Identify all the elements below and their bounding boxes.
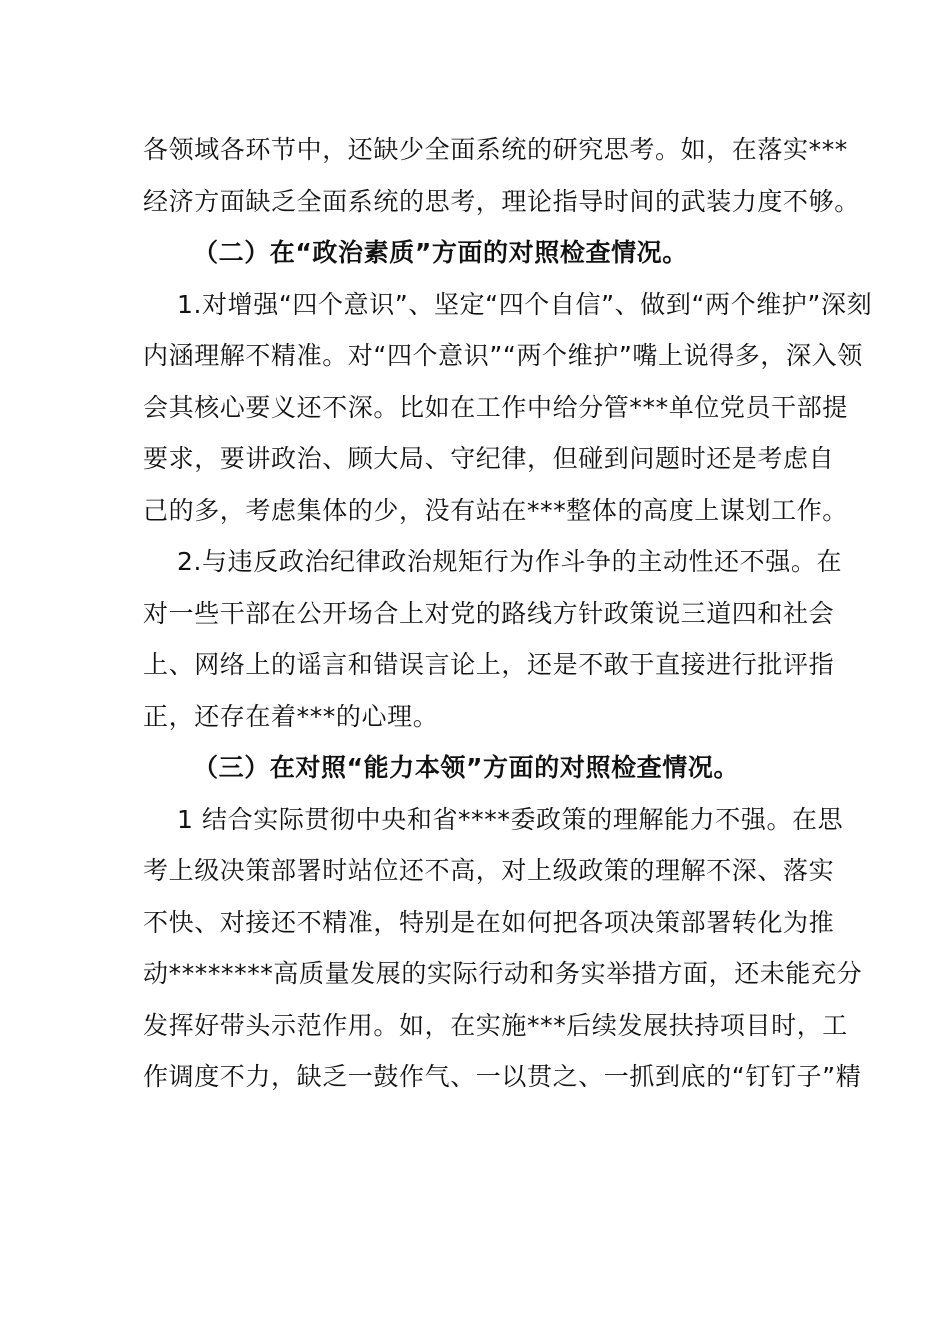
document-body bbox=[143, 124, 873, 1103]
paragraph-line: 内涵理解不精准。对“四个意识”“两个维护”嘴上说得多，深入领 bbox=[143, 341, 863, 370]
paragraph-line: 2.与违反政治纪律政治规矩行为作斗争的主动性还不强。在 bbox=[177, 547, 843, 576]
paragraph-line: 不快、对接还不精准，特别是在如何把各项决策部署转化为推 bbox=[143, 907, 835, 937]
paragraph-line: 1.对增强“四个意识”、坚定“四个自信”、做到“两个维护”深刻 bbox=[177, 289, 873, 319]
paragraph-line: 发挥好带头示范作用。如，在实施***后续发展扶持项目时，工 bbox=[143, 1010, 848, 1040]
paragraph-line: 各领域各环节中，还缺少全面系统的研究思考。如，在落实*** bbox=[143, 135, 848, 164]
paragraph-line: 作调度不力，缺乏一鼓作气、一以贯之、一抓到底的“钉钉子”精 bbox=[143, 1062, 862, 1091]
paragraph-line: 正，还存在着***的心理。 bbox=[143, 701, 439, 731]
paragraph-line: 考上级决策部署时站位还不高，对上级政策的理解不深、落实 bbox=[143, 856, 835, 885]
section-heading-2: （二）在“政治素质”方面的对照检查情况。 bbox=[193, 238, 688, 267]
paragraph-line: 己的多，考虑集体的少，没有站在***整体的高度上谋划工作。 bbox=[143, 495, 848, 525]
paragraph-line: 经济方面缺乏全面系统的思考，理论指导时间的武装力度不够。 bbox=[143, 186, 860, 216]
paragraph-line: 1 结合实际贯彻中央和省****委政策的理解能力不强。在思 bbox=[177, 804, 844, 834]
paragraph-line: 会其核心要义还不深。比如在工作中给分管***单位党员干部提 bbox=[143, 392, 848, 422]
paragraph-line: 上、网络上的谣言和错误言论上，还是不敢于直接进行批评指 bbox=[143, 650, 835, 679]
paragraph-line: 要求，要讲政治、顾大局、守纪律，但碰到问题时还是考虑自 bbox=[143, 444, 835, 473]
section-heading-3: （三）在对照“能力本领”方面的对照检查情况。 bbox=[193, 753, 740, 782]
paragraph-line: 对一些干部在公开场合上对党的路线方针政策说三道四和社会 bbox=[143, 598, 835, 628]
paragraph-line: 动********高质量发展的实际行动和务实举措方面，还未能充分 bbox=[143, 959, 863, 988]
